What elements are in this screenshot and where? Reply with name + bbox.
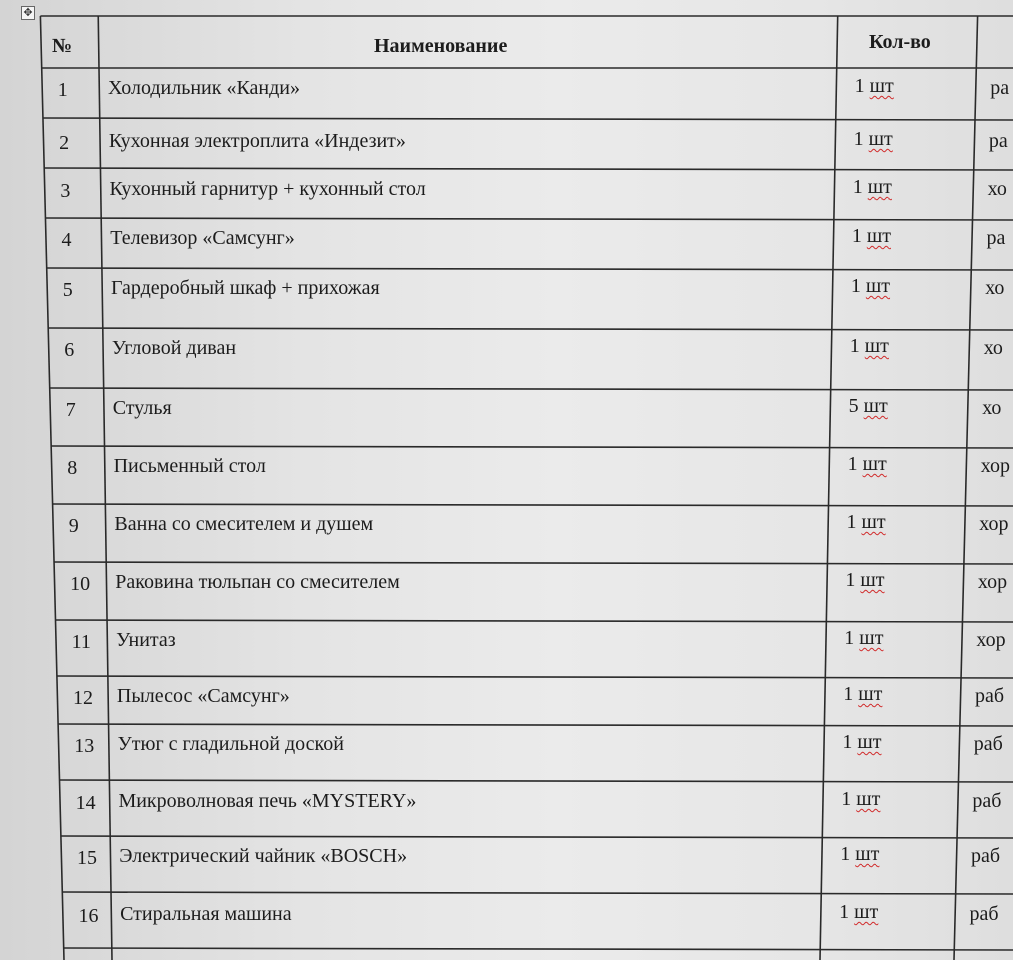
- item-condition: хо: [987, 178, 1007, 200]
- quantity-number: 1: [846, 511, 857, 533]
- column-divider: [98, 16, 112, 960]
- row-number: 4: [61, 229, 72, 251]
- quantity-unit: шт: [864, 335, 889, 357]
- row-number: 8: [67, 457, 78, 479]
- item-condition: раб: [969, 903, 999, 925]
- item-name: Электрический чайник «BOSCH»: [119, 845, 408, 867]
- item-condition: хор: [980, 455, 1010, 477]
- item-quantity: [841, 787, 880, 811]
- quantity-number: 1: [845, 569, 856, 591]
- item-condition: раб: [972, 790, 1002, 812]
- quantity-unit: шт: [857, 731, 882, 753]
- row-divider: [64, 948, 1013, 950]
- item-name: Унитаз: [116, 629, 176, 651]
- item-quantity: [845, 568, 884, 592]
- item-condition: раб: [975, 685, 1005, 707]
- item-quantity: [854, 127, 893, 151]
- item-condition: раб: [973, 733, 1003, 755]
- item-name: Гардеробный шкаф + прихожая: [110, 277, 380, 299]
- row-number: 2: [59, 132, 70, 154]
- item-name: Телевизор «Самсунг»: [110, 227, 295, 249]
- quantity-number: 5: [848, 395, 859, 417]
- quantity-unit: шт: [854, 901, 879, 923]
- column-divider: [954, 16, 978, 960]
- item-name: Утюг с гладильной доской: [117, 733, 344, 755]
- quantity-unit: шт: [861, 511, 886, 533]
- row-number: 7: [65, 399, 76, 421]
- item-name: Раковина тюльпан со смесителем: [115, 571, 400, 593]
- item-condition: ра: [990, 77, 1010, 99]
- quantity-number: 1: [852, 176, 863, 198]
- row-number: 3: [60, 180, 71, 202]
- header-name: Наименование: [374, 35, 508, 57]
- quantity-unit: шт: [867, 176, 892, 198]
- quantity-unit: шт: [859, 627, 884, 649]
- item-quantity: [839, 900, 878, 924]
- item-quantity: [843, 682, 882, 706]
- header-quantity: Кол-во: [869, 31, 931, 53]
- quantity-number: 1: [840, 843, 851, 865]
- item-quantity: [850, 334, 889, 358]
- row-number: 15: [77, 847, 97, 869]
- item-quantity: [853, 175, 892, 199]
- quantity-number: 1: [851, 225, 862, 247]
- table-move-handle-icon[interactable]: ✥: [21, 6, 35, 20]
- row-divider: [61, 836, 1013, 838]
- row-number: 11: [71, 631, 91, 653]
- item-condition: раб: [971, 845, 1001, 867]
- quantity-number: 1: [849, 335, 860, 357]
- row-divider: [48, 328, 1013, 330]
- row-divider: [44, 168, 1013, 170]
- row-number: 16: [78, 905, 99, 927]
- row-divider: [47, 268, 1013, 270]
- header-number: №: [52, 35, 73, 57]
- item-condition: ра: [988, 130, 1008, 152]
- quantity-unit: шт: [856, 788, 881, 810]
- quantity-number: 1: [839, 901, 850, 923]
- item-condition: хо: [983, 337, 1003, 359]
- quantity-unit: шт: [860, 569, 885, 591]
- item-name: Пылесос «Самсунг»: [116, 685, 290, 707]
- quantity-unit: шт: [865, 275, 891, 297]
- item-name: Стиральная машина: [120, 903, 292, 925]
- row-number: 14: [75, 792, 96, 814]
- item-quantity: [846, 510, 885, 534]
- item-condition: ра: [986, 227, 1006, 249]
- quantity-number: 1: [841, 788, 852, 810]
- item-condition: хор: [979, 513, 1009, 535]
- item-quantity: [851, 274, 890, 298]
- quantity-unit: шт: [868, 128, 893, 150]
- quantity-unit: шт: [869, 75, 894, 97]
- row-divider: [51, 446, 1013, 448]
- quantity-number: 1: [844, 627, 855, 649]
- row-number: 9: [68, 515, 79, 537]
- row-number: 13: [74, 735, 95, 757]
- quantity-unit: шт: [866, 225, 891, 247]
- row-number: 12: [73, 687, 93, 709]
- item-name: Микроволновая печь «MYSTERY»: [118, 790, 417, 812]
- row-divider: [60, 780, 1013, 782]
- item-name: Кухонная электроплита «Индезит»: [108, 130, 406, 152]
- quantity-number: 1: [854, 75, 865, 97]
- item-quantity: [849, 394, 888, 418]
- item-condition: хо: [982, 397, 1002, 419]
- row-number: 10: [70, 573, 91, 595]
- quantity-number: 1: [843, 683, 854, 705]
- item-quantity: [852, 224, 891, 248]
- quantity-unit: шт: [855, 843, 880, 865]
- item-quantity: [844, 626, 883, 650]
- quantity-unit: шт: [863, 395, 888, 417]
- row-divider: [62, 892, 1013, 894]
- row-divider: [56, 620, 1013, 622]
- item-name: Письменный стол: [113, 455, 266, 477]
- quantity-number: 1: [842, 731, 853, 753]
- item-condition: хо: [985, 277, 1005, 299]
- item-quantity: [840, 842, 879, 866]
- row-divider: [58, 724, 1013, 726]
- row-divider: [53, 504, 1013, 506]
- row-number: 5: [62, 279, 73, 301]
- row-number: 6: [64, 339, 75, 361]
- item-quantity: [842, 730, 881, 754]
- column-divider: [40, 16, 64, 960]
- item-quantity: [848, 452, 887, 476]
- item-name: Угловой диван: [111, 337, 237, 359]
- item-name: Кухонный гарнитур + кухонный стол: [109, 178, 426, 200]
- row-divider: [54, 562, 1013, 564]
- item-name: Холодильник «Канди»: [108, 77, 301, 99]
- row-divider: [50, 388, 1013, 390]
- row-number: 1: [57, 79, 68, 101]
- item-name: Стулья: [112, 397, 172, 419]
- quantity-number: 1: [853, 128, 864, 150]
- quantity-unit: шт: [862, 453, 887, 475]
- quantity-number: 1: [847, 453, 858, 475]
- quantity-unit: шт: [858, 683, 883, 705]
- item-quantity: [855, 74, 894, 98]
- row-divider: [57, 676, 1013, 678]
- quantity-number: 1: [850, 275, 861, 297]
- column-divider: [820, 16, 838, 960]
- item-name: Ванна со смесителем и душем: [114, 513, 374, 535]
- item-condition: хор: [977, 571, 1008, 593]
- item-condition: хор: [976, 629, 1006, 651]
- row-divider: [45, 218, 1013, 220]
- row-divider: [43, 118, 1013, 120]
